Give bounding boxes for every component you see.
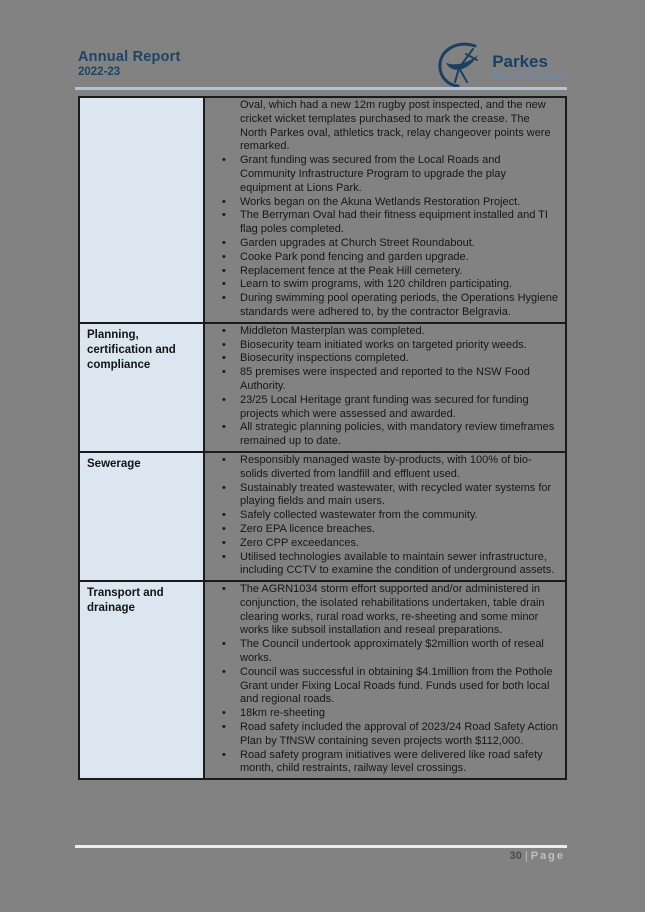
table-row — [80, 451, 565, 580]
category-cell — [80, 98, 205, 322]
category-cell: Transport and drainage — [80, 582, 205, 778]
bullet-item: • Replacement fence at the Peak Hill cemetery. — [205, 265, 559, 279]
report-table — [78, 96, 567, 780]
bullet-item: • The Berryman Oval had their fitness equipment installed and TI flag poles completed. — [205, 209, 559, 237]
parkes-shire-council-logo — [437, 42, 567, 93]
bullet-item: • Road safety program initiatives were delivered like road safety month, child restraints, railway level crossings. — [205, 749, 559, 777]
bullet-item: • Works began on the Akuna Wetlands Restoration Project. — [205, 196, 559, 210]
continuation-paragraph: Oval, which had a new 12m rugby post inspected, and the new cricket wicket templates purchased to mark the crease. The North Parkes oval, athletics track, relay changeover points were remarked. — [240, 99, 551, 153]
footer-page-number: 30 — [509, 850, 522, 862]
radio-telescope-dish-icon — [437, 42, 487, 93]
content-cell — [205, 324, 565, 451]
table-row — [80, 322, 565, 451]
footer-separator: | — [524, 850, 528, 862]
category-cell: Sewerage — [80, 453, 205, 580]
bullet-item: • Biosecurity inspections completed. — [205, 352, 559, 366]
footer-divider — [75, 845, 567, 848]
bullet-item: • The Council undertook approximately $2million worth of reseal works. — [205, 638, 559, 666]
bullet-item: • Grant funding was secured from the Local Roads and Community Infrastructure Program to upgrade the play equipment at Lions Park. — [205, 154, 559, 195]
bullet-item: • Middleton Masterplan was completed. — [205, 325, 559, 339]
bullet-item: • Zero EPA licence breaches. — [205, 523, 559, 537]
bullet-item: • 23/25 Local Heritage grant funding was secured for funding projects which were assessed and awarded. — [205, 394, 559, 422]
bullet-item: • Council was successful in obtaining $4.1million from the Pothole Grant under Fixing Local Roads fund. Funds used for both local and regional roads. — [205, 666, 559, 707]
bullet-item: • Learn to swim programs, with 120 children participating. — [205, 278, 559, 292]
bullet-item: • Biosecurity team initiated works on targeted priority weeds. — [205, 339, 559, 353]
bullet-item: • Utilised technologies available to maintain sewer infrastructure, including CCTV to examine the condition of underground assets. — [205, 551, 559, 579]
bullet-item: • Zero CPP exceedances. — [205, 537, 559, 551]
header-divider — [75, 87, 567, 90]
bullet-item: • Garden upgrades at Church Street Roundabout. — [205, 237, 559, 251]
content-cell — [205, 453, 565, 580]
category-cell: Planning, certification and compliance — [80, 324, 205, 451]
content-cell — [205, 98, 565, 322]
bullet-item: • Safely collected wastewater from the community. — [205, 509, 559, 523]
logo-subtitle: Shire Council — [492, 70, 567, 82]
bullet-item: • Sustainably treated wastewater, with recycled water systems for playing fields and main users. — [205, 482, 559, 510]
table-row — [80, 580, 565, 778]
logo-name: Parkes — [492, 52, 548, 71]
footer-page-label: Page — [530, 850, 565, 862]
page-title: Annual Report — [78, 49, 181, 65]
bullet-item: • 85 premises were inspected and reported to the NSW Food Authority. — [205, 366, 559, 394]
bullet-item: • During swimming pool operating periods, the Operations Hygiene standards were adhered to, by the contractor Belgravia. — [205, 292, 559, 320]
bullet-item: • Road safety included the approval of 2023/24 Road Safety Action Plan by TfNSW containing seven projects worth $112,000. — [205, 721, 559, 749]
bullet-item: • 18km re-sheeting — [205, 707, 559, 721]
bullet-item: • The AGRN1034 storm effort supported and/or administered in conjunction, the isolated rehabilitations undertaken, table drain clearing works, rural road works, re-sheeting and some minor works like subsoil installation and reseal preparations. — [205, 583, 559, 638]
page-subtitle: 2022-23 — [78, 66, 121, 78]
page-number-footer — [510, 850, 565, 862]
bullet-item: • All strategic planning policies, with mandatory review timeframes remained up to date. — [205, 421, 559, 449]
content-cell — [205, 582, 565, 778]
bullet-item: • Responsibly managed waste by-products, with 100% of bio-solids diverted from landfill and effluent used. — [205, 454, 559, 482]
table-row — [80, 98, 565, 322]
bullet-item: • Cooke Park pond fencing and garden upgrade. — [205, 251, 559, 265]
